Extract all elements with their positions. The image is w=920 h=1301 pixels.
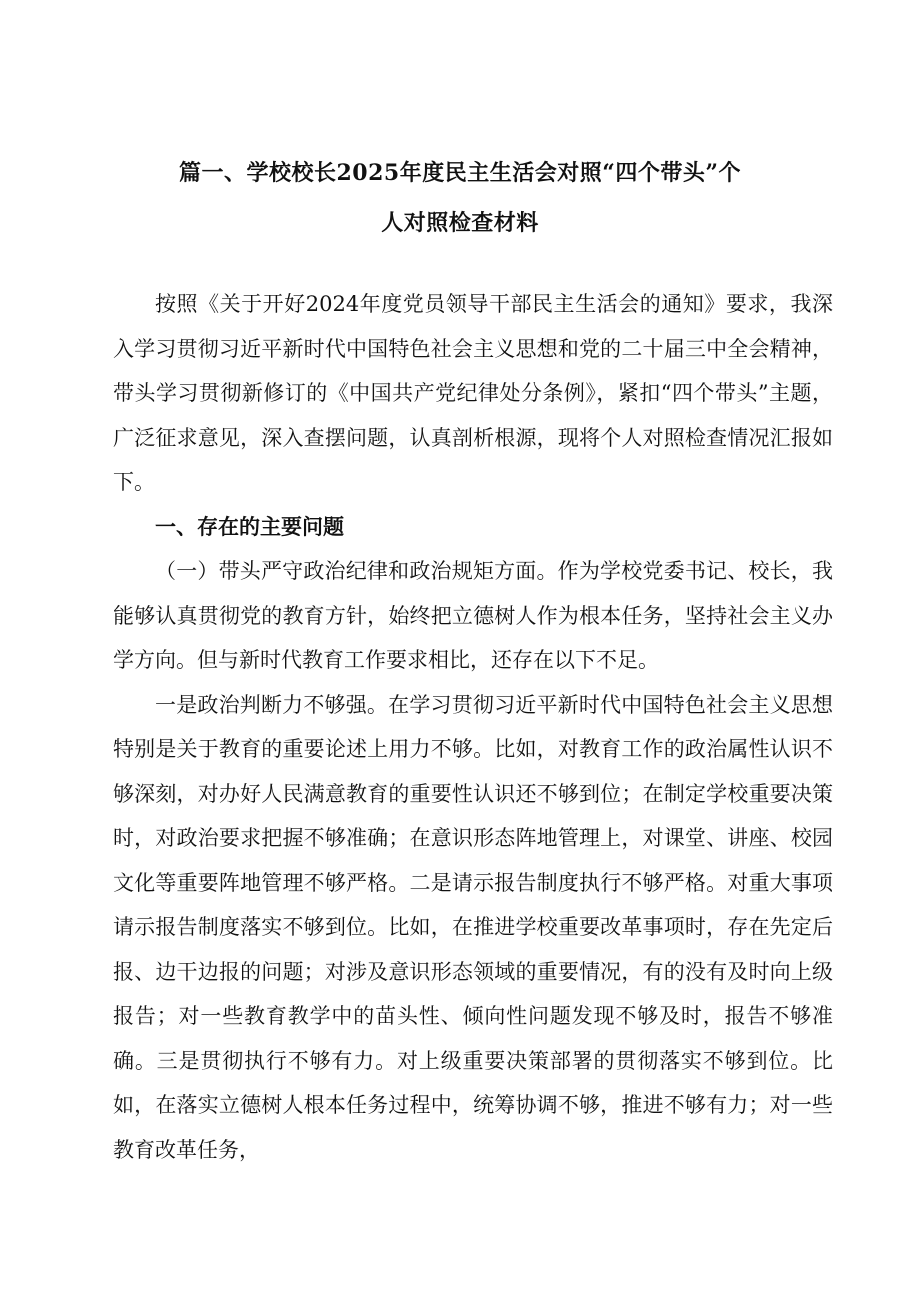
document-body: [113, 282, 833, 1172]
detail-paragraph: 一是政治判断力不够强。在学习贯彻习近平新时代中国特色社会主义思想特别是关于教育的重要论述上用力不够。比如，对教育工作的政治属性认识不够深刻，对办好人民满意教育的重要性认识还不够到位；在制定学校重要决策时，对政治要求把握不够准确；在意识形态阵地管理上，对课堂、讲座、校园文化等重要阵地管理不够严格。二是请示报告制度执行不够严格。对重大事项请示报告制度落实不够到位。比如，在推进学校重要改革事项时，存在先定后报、边干边报的问题；对涉及意识形态领域的重要情况，有的没有及时向上级报告；对一些教育教学中的苗头性、倾向性问题发现不够及时，报告不够准确。三是贯彻执行不够有力。对上级重要决策部署的贯彻落实不够到位。比如，在落实立德树人根本任务过程中，统筹协调不够，推进不够有力；对一些教育改革任务，: [113, 692, 833, 1162]
intro-paragraph: 按照《关于开好2024年度党员领导干部民主生活会的通知》要求，我深入学习贯彻习近平新时代中国特色社会主义思想和党的二十届三中全会精神，带头学习贯彻新修订的《中国共产党纪律处分条例》，紧扣“四个带头”主题，广泛征求意见，深入查摆问题，认真剖析根源，现将个人对照检查情况汇报如下。: [113, 292, 833, 494]
subsection-paragraph: （一）带头严守政治纪律和政治规矩方面。作为学校党委书记、校长，我能够认真贯彻党的教育方针，始终把立德树人作为根本任务，坚持社会主义办学方向。但与新时代教育工作要求相比，还存在以下不足。: [113, 559, 833, 672]
document-title-line-1: 篇一、学校校长2025年度民主生活会对照“四个带头”个: [178, 160, 742, 186]
section-heading: 一、存在的主要问题: [155, 513, 344, 539]
document-title-line-2: 人对照检查材料: [381, 210, 539, 236]
